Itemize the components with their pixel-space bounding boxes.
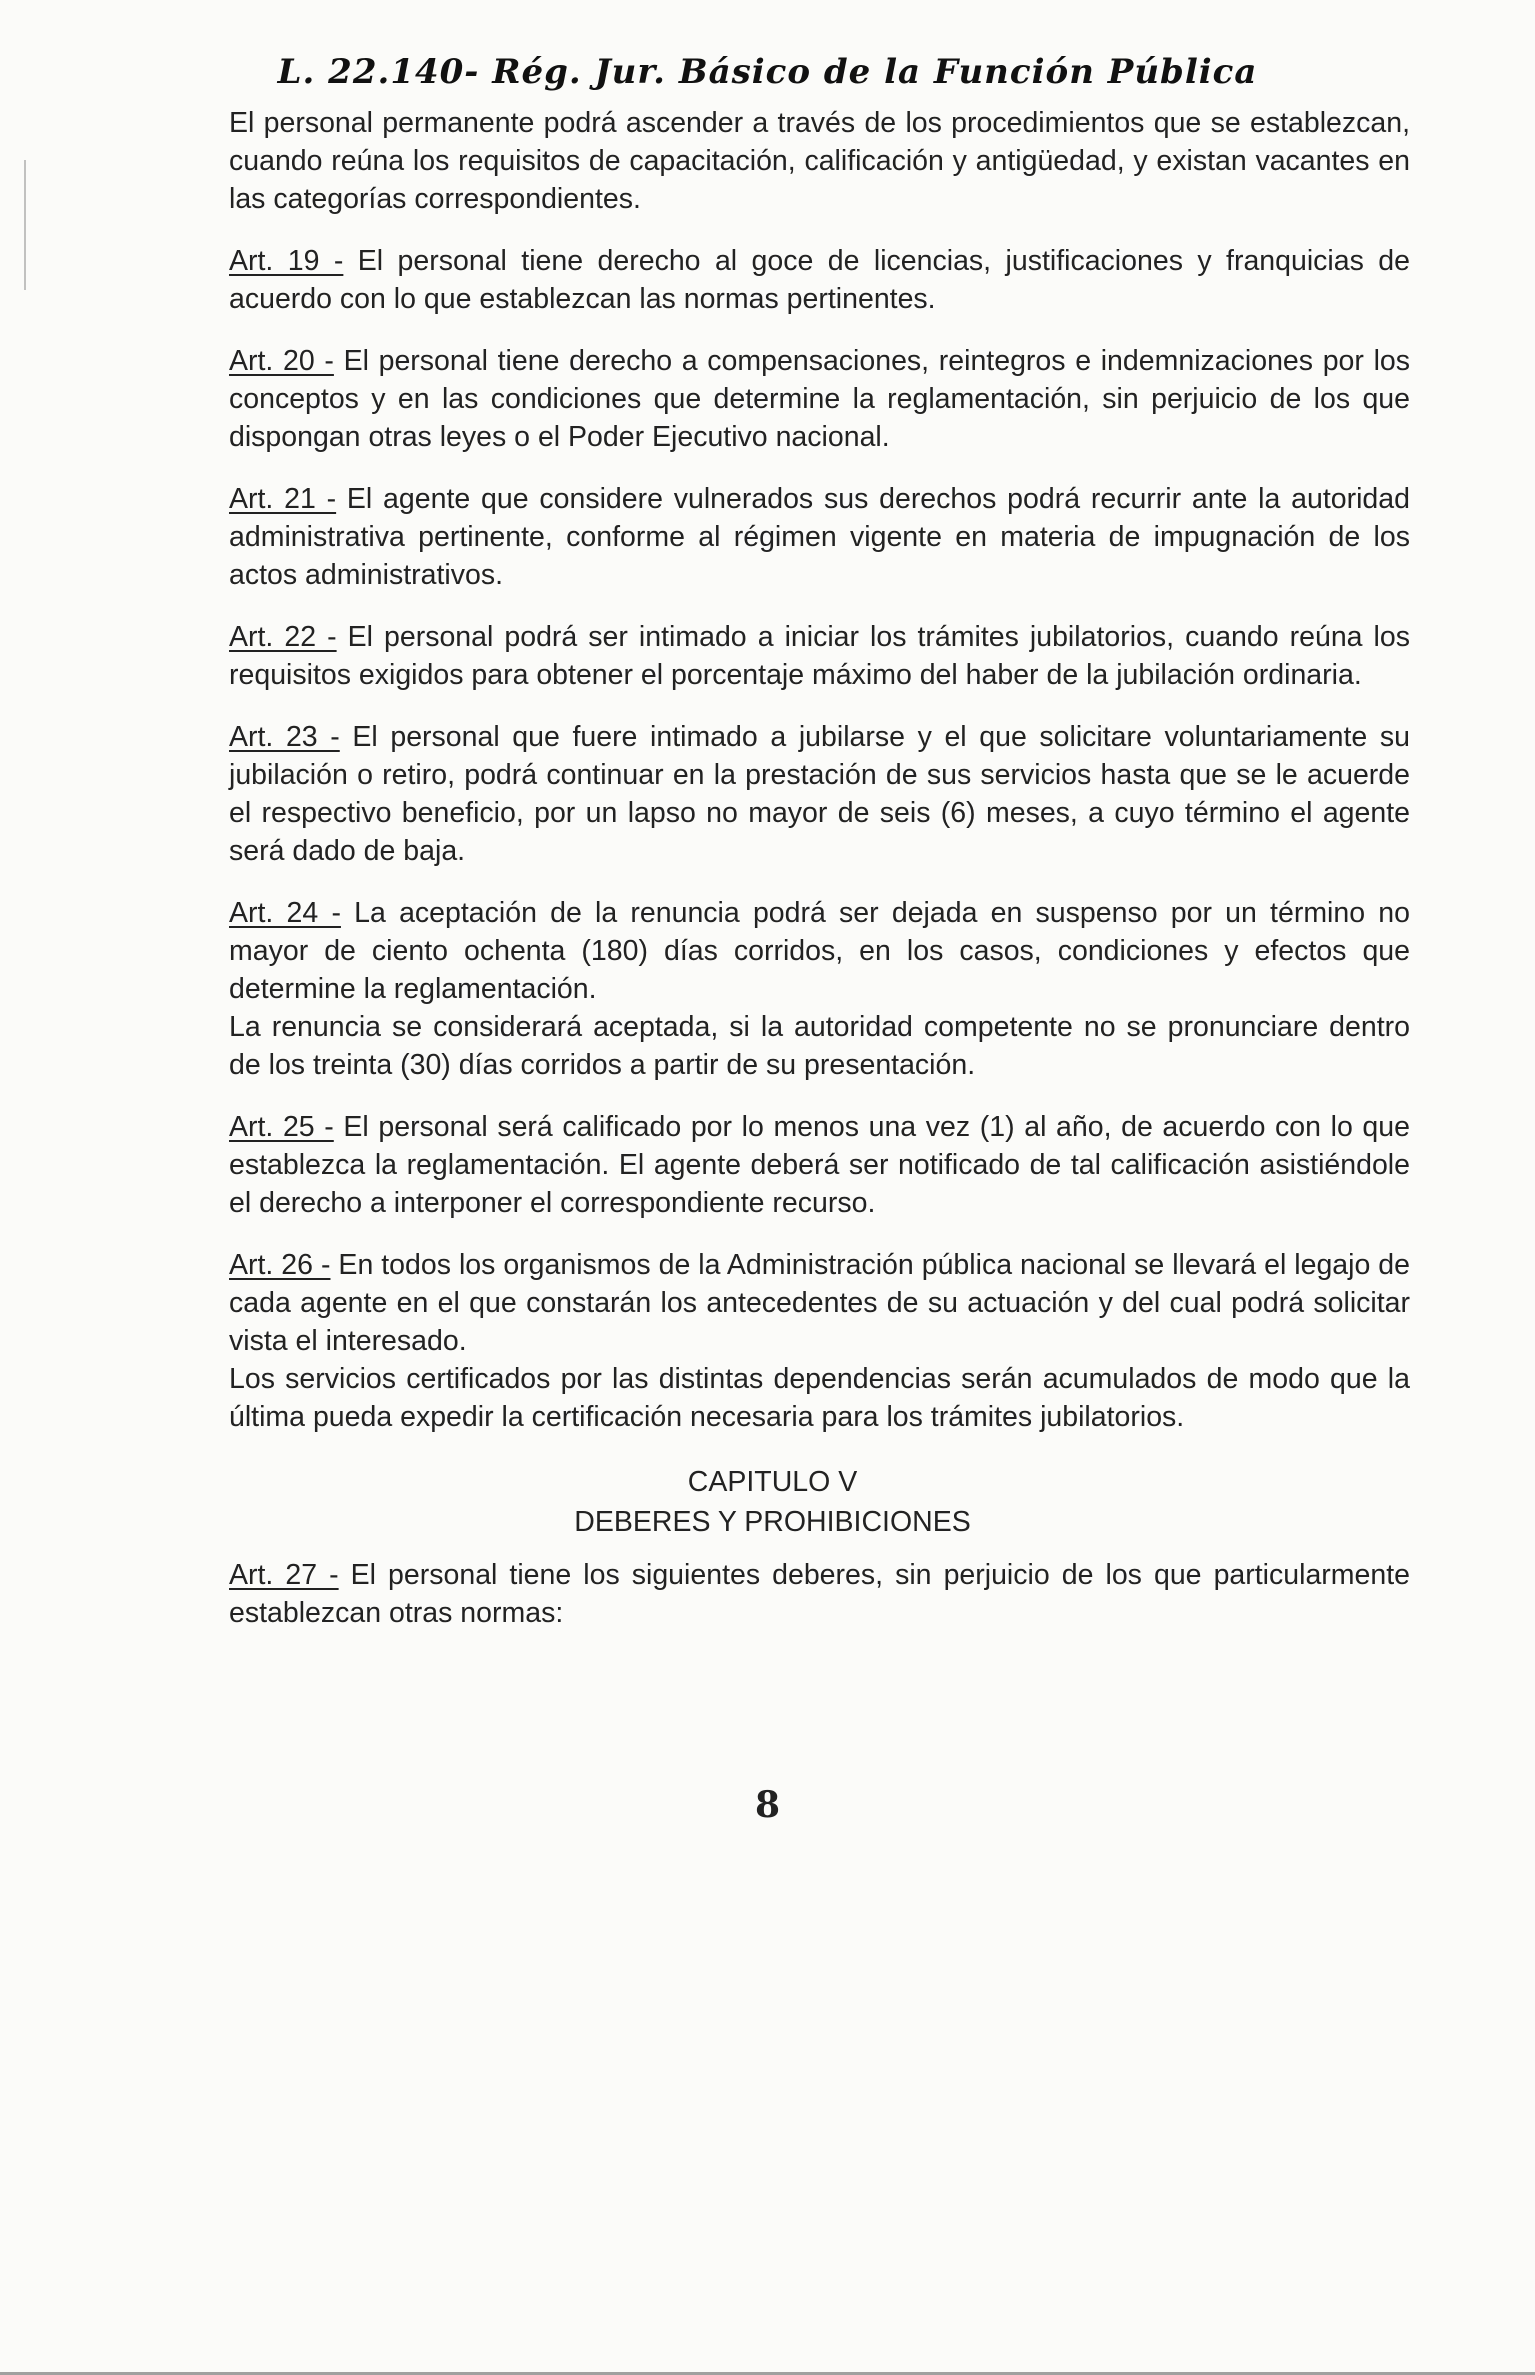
- body-text: [135, 104, 1410, 1656]
- article-label: Art. 25 -: [229, 1111, 334, 1143]
- article-19: [135, 242, 1410, 318]
- article-label: Art. 19 -: [229, 245, 344, 277]
- article-text: El personal podrá ser intimado a iniciar los trámites jubilatorios, cuando reúna los requisitos exigidos para obtener el porcentaje máximo del haber de la jubilación ordinaria.: [229, 621, 1410, 691]
- article-22: [135, 618, 1410, 694]
- article-label: Art. 26 -: [229, 1249, 331, 1281]
- article-text: El personal tiene derecho al goce de licencias, justificaciones y franquicias de acuerdo con lo que establezcan las normas pertinentes.: [229, 245, 1410, 315]
- article-text: La aceptación de la renuncia podrá ser dejada en suspenso por un término no mayor de ciento ochenta (180) días corridos, en los casos, condiciones y efectos que determine la reglamentación.: [229, 897, 1410, 1005]
- article-text: En todos los organismos de la Administración pública nacional se llevará el legajo de cada agente en el que constarán los antecedentes de su actuación y del cual podrá solicitar vista el interesado.: [229, 1249, 1410, 1357]
- article-text: El personal que fuere intimado a jubilarse y el que solicitare voluntariamente su jubilación o retiro, podrá continuar en la prestación de sus servicios hasta que se le acuerde el respectivo beneficio, por un lapso no mayor de seis (6) meses, a cuyo término el agente será dado de baja.: [229, 721, 1410, 867]
- chapter-title: CAPITULO V: [687, 1466, 858, 1498]
- article-text: El agente que considere vulnerados sus derechos podrá recurrir ante la autoridad administrativa pertinente, conforme al régimen vigente en materia de impugnación de los actos administrativos.: [229, 483, 1410, 591]
- article-text: El personal será calificado por lo menos una vez (1) al año, de acuerdo con lo que establezca la reglamentación. El agente deberá ser notificado de tal calificación asistiéndole el derecho a interponer el correspondiente recurso.: [229, 1111, 1410, 1219]
- article-25: [135, 1108, 1410, 1222]
- chapter-heading: [135, 1462, 1410, 1542]
- article-label: Art. 22 -: [229, 621, 337, 653]
- article-label: Art. 20 -: [229, 345, 334, 377]
- article-26: [135, 1246, 1410, 1360]
- article-label: Art. 27 -: [229, 1559, 339, 1591]
- article-24: [135, 894, 1410, 1008]
- article-text: El personal tiene derecho a compensaciones, reintegros e indemnizaciones por los conceptos y en las condiciones que determine la reglamentación, sin perjuicio de los que dispongan otras leyes o el Poder Ejecutivo nacional.: [229, 345, 1411, 453]
- article-26-paragraph-2: Los servicios certificados por las distintas dependencias serán acumulados de modo que la última pueda expedir la certificación necesaria para los trámites jubilatorios.: [229, 1363, 1410, 1433]
- article-23: [135, 718, 1410, 870]
- page-header: L. 22.140- Rég. Jur. Básico de la Función Pública: [277, 52, 1258, 92]
- article-24-paragraph-2: La renuncia se considerará aceptada, si la autoridad competente no se pronunciare dentro de los treinta (30) días corridos a partir de su presentación.: [229, 1011, 1410, 1081]
- article-text: El personal tiene los siguientes deberes, sin perjuicio de los que particularmente establezcan otras normas:: [229, 1559, 1410, 1629]
- chapter-subtitle: DEBERES Y PROHIBICIONES: [574, 1506, 971, 1538]
- article-label: Art. 23 -: [229, 721, 340, 753]
- article-27: [135, 1556, 1410, 1632]
- paragraph-ascenso: El personal permanente podrá ascender a través de los procedimientos que se establezcan, cuando reúna los requisitos de capacitación, calificación y antigüedad, y existan vacantes en las categorías correspondientes.: [229, 107, 1410, 215]
- article-label: Art. 24 -: [229, 897, 341, 929]
- page-number: 8: [754, 1784, 781, 1826]
- article-label: Art. 21 -: [229, 483, 337, 515]
- article-21: [135, 480, 1410, 594]
- article-20: [135, 342, 1410, 456]
- page-margin-mark: [24, 160, 26, 290]
